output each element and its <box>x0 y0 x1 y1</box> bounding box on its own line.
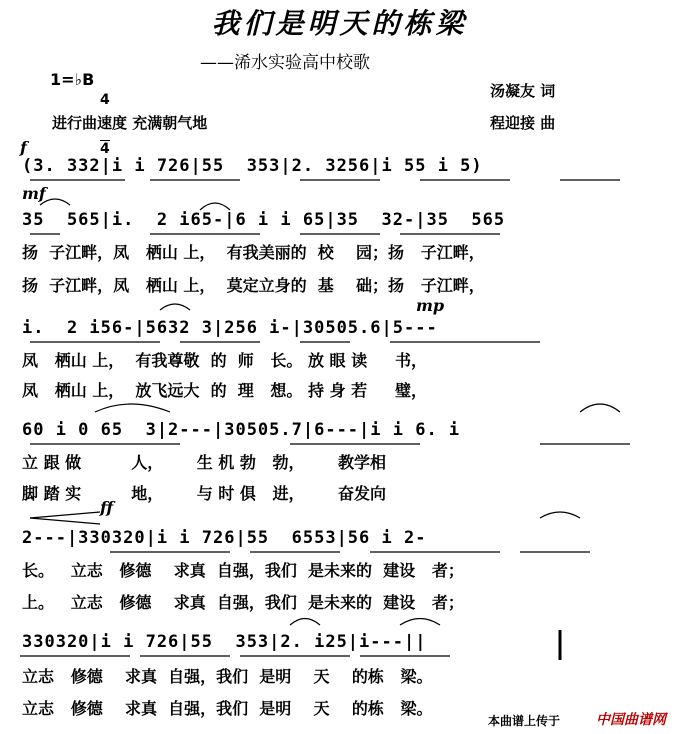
score-row-3-notes: i. 2 i56-|5632 3|256 i-|30505.6|5--- <box>22 318 438 338</box>
score-row-4-lyrics-verse-1: 立 跟 做 人， 生 机 勃 勃， 教学相 <box>22 453 386 472</box>
time-signature-bottom: 4 <box>100 141 110 157</box>
score-row-6-lyrics-verse-2: 立志 修德 求真 自强，我们 是明 天 的栋 梁。 <box>22 699 433 718</box>
dynamic-fortissimo: ff <box>100 498 114 517</box>
key-signature: 1=♭B <box>50 70 95 89</box>
score-row-4-lyrics-verse-2: 脚 踏 实 地， 与 时 俱 进， 奋发向 <box>22 484 386 503</box>
score-row-5-notes: 2---|330320|i i 726|55 6553|56 i 2- <box>22 528 427 548</box>
song-subtitle: ——浠水实验高中校歌 <box>200 53 370 73</box>
dynamic-mezzo-piano: mp <box>416 296 445 315</box>
score-row-2-notes: 35 565|i. 2 i65-|6 i i 65|35 32-|35 565 <box>22 210 506 230</box>
score-row-6-lyrics-verse-1: 立志 修德 求真 自强，我们 是明 天 的栋 梁。 <box>22 667 433 686</box>
score-row-1-notes: (3. 332|i i 726|55 353|2. 3256|i 55 i 5) <box>22 156 483 176</box>
score-row-6-notes: 330320|i i 726|55 353|2. i25|i---|| <box>22 632 427 652</box>
dynamic-forte: f <box>20 138 27 157</box>
lyricist: 汤凝友 词 <box>490 82 556 100</box>
score-row-5-lyrics-verse-2: 上。 立志 修德 求真 自强，我们 是未来的 建设 者； <box>22 593 464 612</box>
song-title: 我们是明天的栋梁 <box>211 7 468 40</box>
score-row-3-lyrics-verse-1: 凤 栖山 上， 有我尊敬 的 师 长。 放 眼 读 书， <box>22 351 427 370</box>
score-row-3-lyrics-verse-2: 凤 栖山 上， 放飞远大 的 理 想。 持 身 若 璧， <box>22 381 427 400</box>
score-row-4-notes: 60 i 0 65 3|2---|30505.7|6---|i i 6. i <box>22 420 461 440</box>
dynamic-mezzo-forte: mf <box>22 184 46 203</box>
tempo-marking: 进行曲速度 充满朝气地 <box>52 114 208 132</box>
score-row-5-lyrics-verse-1: 长。 立志 修德 求真 自强，我们 是未来的 建设 者； <box>22 561 464 580</box>
footer-brand-logo[interactable]: 中国曲谱网 <box>596 712 666 728</box>
score-row-2-lyrics-verse-1: 扬 子江畔，凤 栖山 上， 有我美丽的 校 园；扬 子江畔， <box>22 243 485 262</box>
score-row-2-lyrics-verse-2: 扬 子江畔，凤 栖山 上， 莫定立身的 基 础；扬 子江畔， <box>22 276 485 295</box>
time-signature-top: 4 <box>100 92 110 108</box>
composer: 程迎接 曲 <box>490 114 556 132</box>
footer-upload-text: 本曲谱上传于 <box>488 714 561 728</box>
